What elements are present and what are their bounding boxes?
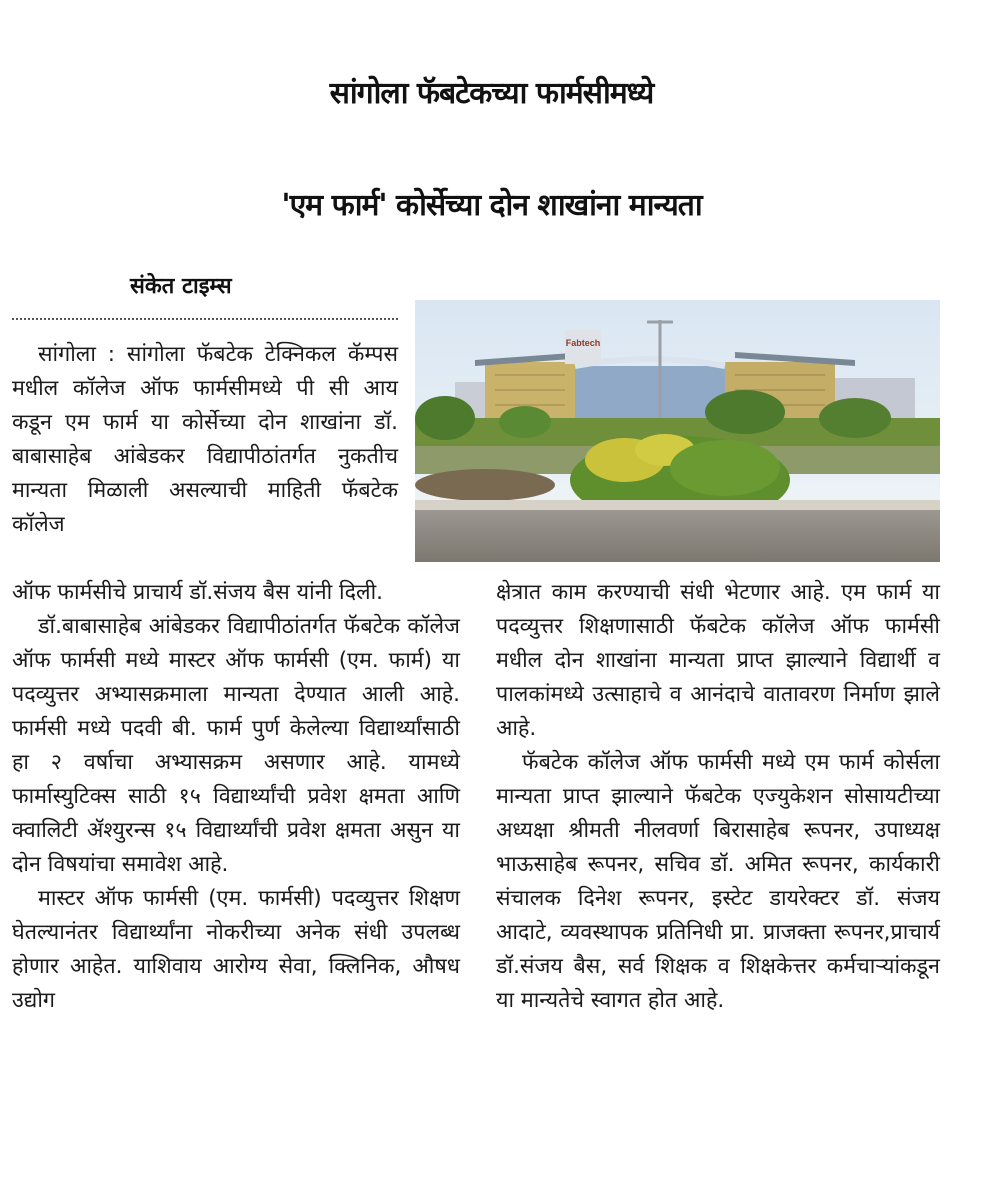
paragraph-4: क्षेत्रात काम करण्याची संधी भेटणार आहे. एम फार्म या पदव्युत्तर शिक्षणासाठी फॅबटेक कॉलेज ऑफ फार्मसी मधील दोन शाखांना मान्यता प्राप्त झाल्याने विद्यार्थी व पालकांमध्ये उत्साहाचे व आनंदाचे वातावरण निर्माण झाले आहे.: [496, 580, 940, 741]
paragraph-5: फॅबटेक कॉलेज ऑफ फार्मसी मध्ये एम फार्म कोर्सला मान्यता प्राप्त झाल्याने फॅबटेक एज्युकेशन सोसायटीच्या अध्यक्षा श्रीमती नीलवर्णा बिरासाहेब रूपनर, उपाध्यक्ष भाऊसाहेब रूपनर, सचिव डॉ. अमित रूपनर, कार्यकारी संचालक दिनेश रूपनर, इस्टेट डायरेक्टर डॉ. संजय आदाटे, व्यवस्थापक प्रतिनिधी प्रा. प्राजक्ता रूपनर,प्राचार्य डॉ.संजय बैस, सर्व शिक्षक व शिक्षकेत्तर कर्मचाऱ्यांकडून या मान्यतेचे स्वागत होत आहे.: [496, 750, 940, 1013]
column-2: [496, 576, 940, 1018]
campus-photo: [415, 300, 940, 562]
campus-photo-illustration: [415, 300, 940, 562]
byline-divider: [12, 318, 398, 320]
headline-line-1: सांगोला फॅबटेकच्या फार्मसीमध्ये: [329, 76, 654, 111]
byline: संकेत टाइम्स: [130, 274, 232, 299]
column-1-bottom: [12, 576, 460, 1018]
paragraph-1-end: ऑफ फार्मसीचे प्राचार्य डॉ.संजय बैस यांनी दिली.: [12, 580, 384, 605]
photo-sign-text: Fabtech: [565, 338, 601, 348]
paragraph-3: मास्टर ऑफ फार्मसी (एम. फार्मसी) पदव्युत्तर शिक्षण घेतल्यानंतर विद्यार्थ्यांना नोकरीच्या अनेक संधी उपलब्ध होणार आहेत. याशिवाय आरोग्य सेवा, क्लिनिक, औषध उद्योग: [12, 886, 460, 1013]
paragraph-2: डॉ.बाबासाहेब आंबेडकर विद्यापीठांतर्गत फॅबटेक कॉलेज ऑफ फार्मसी मध्ये मास्टर ऑफ फार्मसी (एम. फार्म) या पदव्युत्तर अभ्यासक्रमाला मान्यता देण्यात आली आहे. फार्मसी मध्ये पदवी बी. फार्म पुर्ण केलेल्या विद्यार्थ्यांसाठी हा २ वर्षाचा अभ्यासक्रम असणार आहे. यामध्ये फार्मास्युटिक्स साठी १५ विद्यार्थ्यांची प्रवेश क्षमता आणि क्वालिटी ॲश्युरन्स १५ विद्यार्थ्यांची प्रवेश क्षमता असुन या दोन विषयांचा समावेश आहे.: [12, 614, 460, 877]
headline-line-2: 'एम फार्म' कोर्सेच्या दोन शाखांना मान्यता: [281, 188, 702, 223]
paragraph-1-start: सांगोला : सांगोला फॅबटेक टेक्निकल कॅम्पस मधील कॉलेज ऑफ फार्मसीमध्ये पी सी आय कडून एम फार्म या कोर्सेच्या दोन शाखांना डॉ. बाबासाहेब आंबेडकर विद्यापीठांतर्गत नुकतीच मान्यता मिळाली असल्याची माहिती फॅबटेक कॉलेज: [12, 342, 398, 537]
column-1-top: [12, 338, 398, 542]
